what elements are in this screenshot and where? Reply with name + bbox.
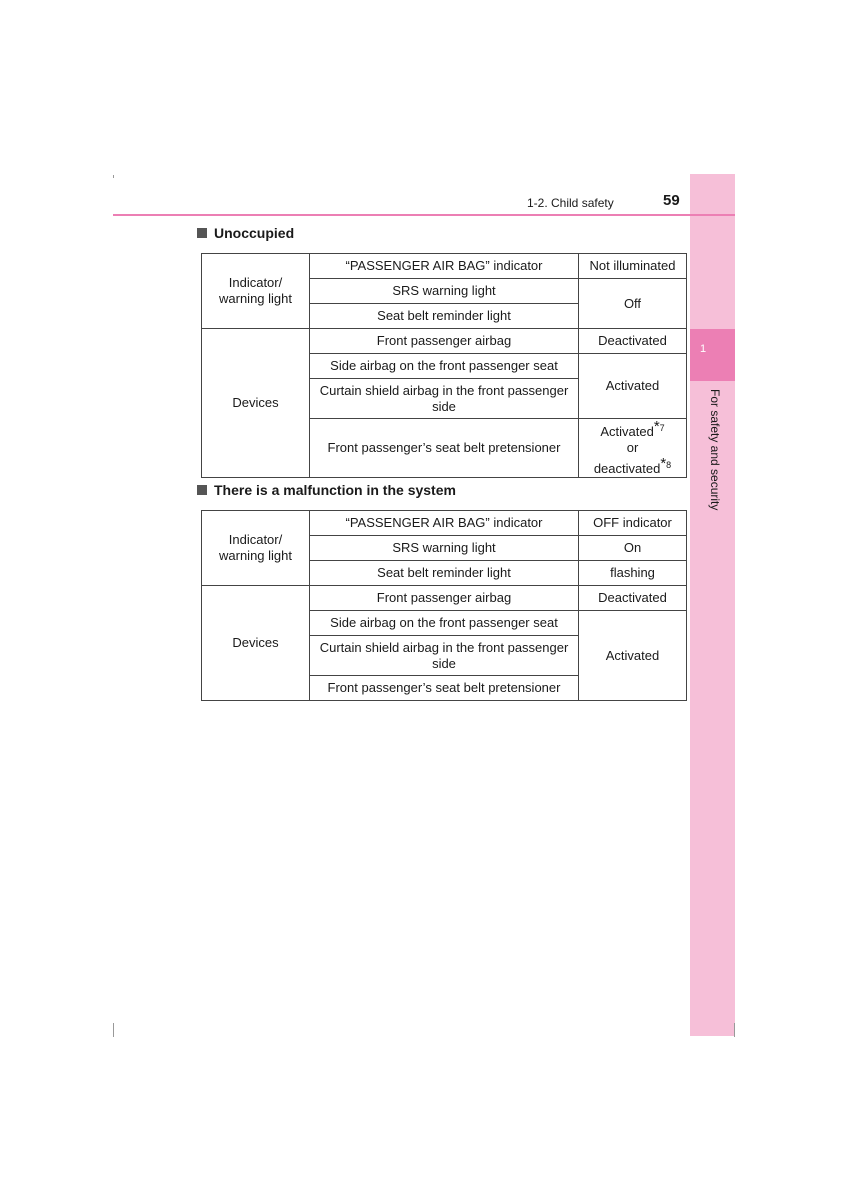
chapter-title: For safety and security — [708, 389, 722, 511]
item-front-airbag: Front passenger airbag — [310, 329, 579, 354]
group-indicator: Indicator/ warning light — [202, 511, 310, 586]
heading-unoccupied — [197, 225, 294, 241]
footnote-ref: 7 — [659, 423, 665, 433]
group-indicator: Indicator/ warning light — [202, 254, 310, 329]
square-bullet-icon — [197, 485, 207, 495]
table-malfunction — [201, 510, 687, 701]
item-pab-indicator: “PASSENGER AIR BAG” indicator — [310, 511, 579, 536]
status-deactivated: deactivated — [593, 461, 661, 476]
chapter-number: 1 — [700, 343, 707, 355]
status-activated: Activated — [600, 424, 654, 439]
section-title: 1-2. Child safety — [527, 196, 614, 210]
item-side-airbag: Side airbag on the front passenger seat — [310, 354, 579, 379]
item-pab-indicator: “PASSENGER AIR BAG” indicator — [310, 254, 579, 279]
header-rule — [113, 214, 735, 216]
crop-mark — [113, 175, 114, 178]
status-srs-light: On — [579, 536, 687, 561]
status-seatbelt-light: flashing — [579, 561, 687, 586]
crop-mark — [113, 1023, 114, 1037]
status-pretensioner: Activated$^{*7}$ or deactivated$^{*8}$ — [579, 419, 687, 478]
status-front-airbag: Deactivated — [579, 586, 687, 611]
item-curtain-airbag: Curtain shield airbag in the front passenger side — [310, 636, 579, 676]
group-devices: Devices — [202, 586, 310, 701]
item-srs-light: SRS warning light — [310, 536, 579, 561]
group-devices: Devices — [202, 329, 310, 478]
square-bullet-icon — [197, 228, 207, 238]
item-front-airbag: Front passenger airbag — [310, 586, 579, 611]
heading-malfunction — [197, 482, 456, 498]
status-or: or — [626, 440, 639, 455]
table-row — [202, 511, 687, 536]
item-curtain-airbag: Curtain shield airbag in the front passenger side — [310, 379, 579, 419]
item-seatbelt-light: Seat belt reminder light — [310, 304, 579, 329]
item-srs-light: SRS warning light — [310, 279, 579, 304]
side-tab-strip — [690, 174, 735, 1036]
table-row — [202, 586, 687, 611]
status-pab-indicator: OFF indicator — [579, 511, 687, 536]
status-front-airbag: Deactivated — [579, 329, 687, 354]
item-seatbelt-light: Seat belt reminder light — [310, 561, 579, 586]
item-pretensioner: Front passenger’s seat belt pretensioner — [310, 419, 579, 478]
status-pab-indicator: Not illuminated — [579, 254, 687, 279]
status-srs-seatbelt: Off — [579, 279, 687, 329]
chapter-tab — [690, 329, 735, 381]
item-side-airbag: Side airbag on the front passenger seat — [310, 611, 579, 636]
status-devices: Activated — [579, 611, 687, 701]
page-number: 59 — [663, 192, 680, 209]
table-row — [202, 329, 687, 354]
heading-text: Unoccupied — [214, 225, 295, 241]
table-row — [202, 254, 687, 279]
crop-mark — [734, 1023, 735, 1037]
heading-text: There is a malfunction in the system — [214, 482, 456, 498]
status-side-curtain: Activated — [579, 354, 687, 419]
item-pretensioner: Front passenger’s seat belt pretensioner — [310, 676, 579, 701]
table-unoccupied — [201, 253, 687, 478]
footnote-ref: 8 — [666, 460, 672, 470]
